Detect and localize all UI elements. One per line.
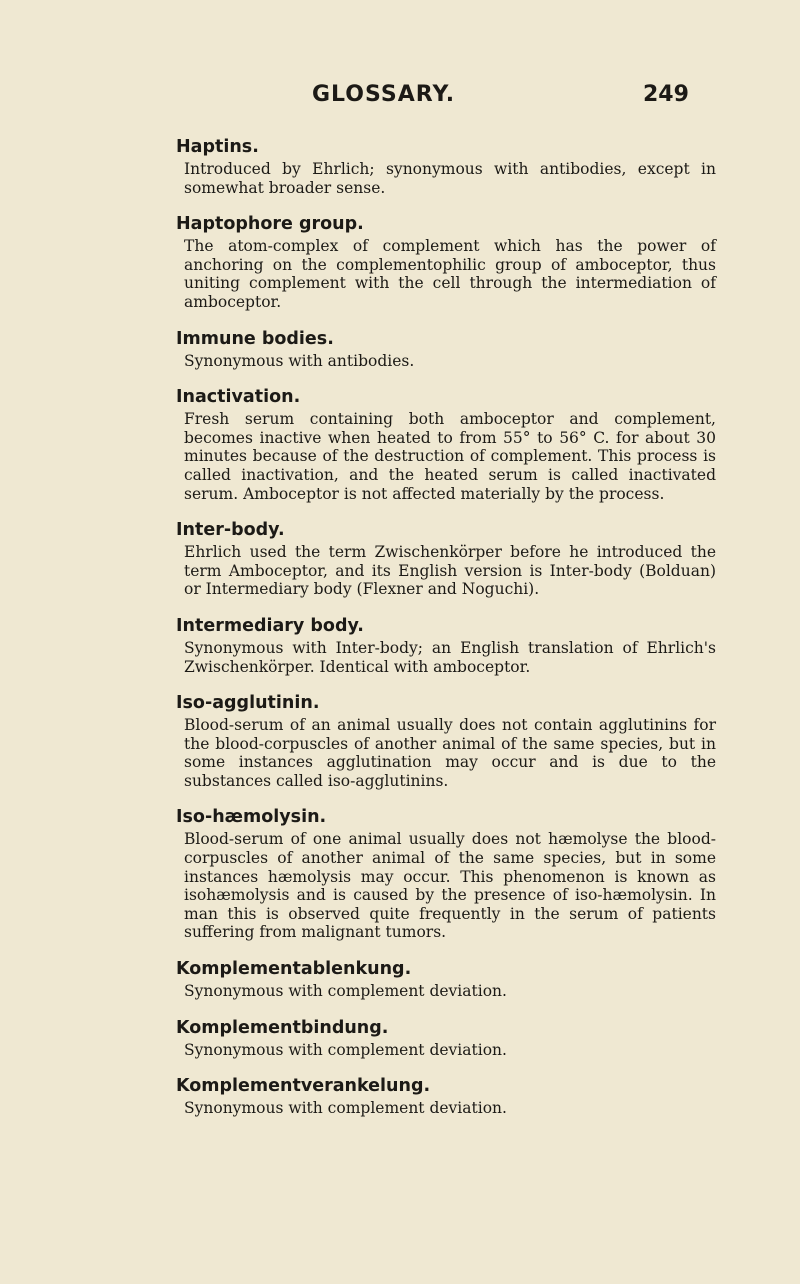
- glossary-entry: [176, 519, 716, 599]
- glossary-definition: Synonymous with Inter-body; an English translation of Ehrlich's Zwischenkörper. Identical with amboceptor.: [184, 638, 716, 676]
- glossary-term: Immune bodies.: [176, 328, 334, 349]
- glossary-term: Haptophore group.: [176, 214, 364, 235]
- glossary-entry: [176, 806, 716, 942]
- glossary-term: Intermediary body.: [176, 615, 364, 636]
- glossary-definition: Fresh serum containing both amboceptor and complement, becomes inactive when heated to from 55° to 56° C. for about 30 minutes because of the destruction of complement. This process is called inactivation, and the heated serum is called inactivated serum. Amboceptor is not affected materially by the process.: [184, 410, 716, 503]
- glossary-term: Haptins.: [176, 137, 259, 157]
- glossary-term: Komplementablenkung.: [176, 959, 412, 980]
- glossary-term: Iso-agglutinin.: [176, 693, 320, 714]
- glossary-entry: [176, 213, 716, 311]
- glossary-definition: Synonymous with antibodies.: [184, 351, 415, 370]
- glossary-entry: [176, 692, 716, 790]
- page-number: 249: [643, 82, 689, 107]
- glossary-entries: [176, 136, 716, 1134]
- glossary-term: Komplementverankelung.: [176, 1076, 431, 1097]
- glossary-term: Komplementbindung.: [176, 1017, 389, 1038]
- glossary-entry: [176, 958, 716, 1001]
- glossary-definition: The atom-complex of complement which has the power of anchoring on the complementophilic group of amboceptor, thus uniting complement with the cell through the intermediation of amboceptor.: [184, 237, 716, 311]
- glossary-definition: Blood-serum of one animal usually does not hæmolyse the blood-corpuscles of another animal of the same species, but in some instances hæmolysis may occur. This phenomenon is known as isohæmolysis and is caused by the presence of iso-hæmolysin. In man this is observed quite frequently in the serum of patients suffering from malignant tumors.: [184, 830, 716, 942]
- glossary-definition: Blood-serum of an animal usually does not contain agglutinins for the blood-corpuscles of another animal of the same species, but in some instances agglutination may occur and is due to the substances called iso-agglutinins.: [184, 716, 716, 790]
- glossary-term: Iso-hæmolysin.: [176, 807, 327, 828]
- glossary-entry: [176, 1017, 716, 1060]
- page-title: GLOSSARY.: [312, 82, 456, 107]
- glossary-definition: Synonymous with complement deviation.: [184, 1099, 507, 1118]
- glossary-entry: [176, 615, 716, 676]
- glossary-entry: [176, 386, 716, 503]
- glossary-entry: [176, 328, 716, 371]
- glossary-definition: Ehrlich used the term Zwischenkörper before he introduced the term Amboceptor, and its English version is Inter-body (Bolduan) or Intermediary body (Flexner and Noguchi).: [184, 543, 716, 599]
- glossary-definition: Synonymous with complement deviation.: [184, 982, 507, 1001]
- glossary-term: Inactivation.: [176, 387, 301, 408]
- glossary-definition: Synonymous with complement deviation.: [184, 1040, 507, 1059]
- glossary-entry: [176, 1075, 716, 1118]
- glossary-entry: [176, 136, 716, 197]
- glossary-term: Inter-body.: [176, 520, 285, 541]
- glossary-definition: Introduced by Ehrlich; synonymous with antibodies, except in somewhat broader sense.: [184, 160, 716, 197]
- running-head: [0, 82, 800, 112]
